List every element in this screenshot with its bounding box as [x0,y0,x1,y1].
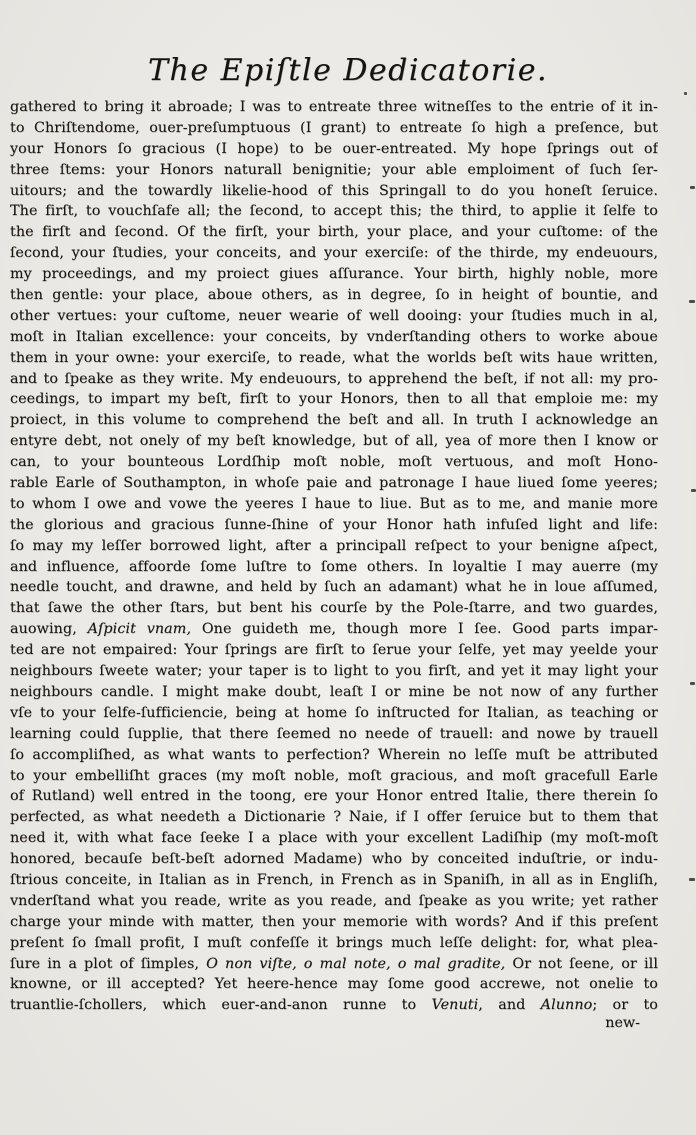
text-line: charge your minde with matter, then your memorie with words? And if this preſent [10,913,658,930]
page-edge-mark [691,489,696,492]
italic-phrase: Venuti [431,997,479,1014]
text-line: ceedings, to impart my beſt, firſt to your Honors, then to all that emploie me: my [10,391,658,408]
text-line: auowing, Aſpicit vnam, One guideth me, though more I ſee. Good parts impar- [10,621,658,638]
text-line: to whom I owe and vowe the yeeres I haue to liue. But as to me, and manie more [10,495,658,512]
text-line: ſtrious conceite, in Italian as in French, in French as in Spaniſh, in all as in Engliſh, [10,871,658,888]
italic-phrase: O non viſte, o mal note, o mal gradite, [206,955,506,972]
text-line: other vertues: your cuſtome, neuer wearie of well dooing: your ſtudies much in al, [10,307,658,324]
text-line: moſt in Italian excellence: your conceits, by vnderſtanding others to worke aboue [10,328,658,345]
text-line: that ſawe the other ſtars, but bent his courſe by the Pole-ſtarre, and two guardes, [10,600,658,617]
text-line: ſo may my leſſer borrowed light, after a principall reſpect to your benigne aſpect, [10,537,658,554]
italic-phrase: Aſpicit vnam, [87,621,192,638]
text-line: and to ſpeake as they write. My endeuours, to apprehend the beſt, if not all: my pro- [10,370,658,387]
page-edge-mark [689,878,695,881]
text-line: them in your owne: your exerciſe, to reade, what the worlds beſt wits haue written, [10,349,658,366]
page-edge-mark [684,92,687,95]
page-edge-mark [689,300,695,303]
text-line: to your embelliſht graces (my moſt noble, moſt gracious, and moſt gracefull Earle [10,767,658,784]
body-text [10,97,658,1016]
page-title: The Epiſtle Dedicatorie. [148,53,548,88]
text-line: my proceedings, and my proiect giues aſſurance. Your birth, highly noble, more [10,266,658,283]
text-line: rable Earle of Southampton, in whoſe paie and patronage I haue liued ſome yeeres; [10,475,658,492]
text-line: neighbours candle. I might make doubt, leaſt I or mine be not now of any further [10,683,658,700]
text-line: ſecond, your ſtudies, your conceits, and your exerciſe: of the thirde, my endeuours, [10,245,658,262]
text-line: gathered to bring it abroade; I was to entreate three witneſſes to the entrie of it in- [10,99,658,115]
text-line: learning could ſupplie, that there ſeemed no neede of trauell: and nowe by trauell [10,725,658,742]
text-line: to Chriſtendome, ouer-preſumptuous (I grant) to entreate ſo high a preſence, but [10,119,658,136]
text-line: perfected, as what needeth a Dictionarie ? Naie, if I offer ſeruice but to them that [10,809,658,826]
text-line: can, to your bounteous Lordſhip moſt noble, moſt vertuous, and moſt Hono- [10,454,658,471]
text-line: vſe to your ſelfe-ſufficiencie, being at home ſo inſtructed for Italian, as teaching or [10,704,658,721]
text-line: vnderſtand what you reade, write as you reade, and ſpeake as you write; yet rather [10,892,658,909]
text-line: uitours; and the towardly likelie-hood of this Springall to do you honeſt ſeruice. [10,182,658,199]
text-line: needle toucht, and drawne, and held by ſuch an adamant) what he in loue aſſumed, [10,579,658,596]
text-line: ſo accompliſhed, as what wants to perfection? Wherein no leſſe muſt be attributed [10,746,658,763]
text-line: neighbours ſweete water; your taper is to light to you firſt, and yet it may light your [10,663,658,680]
text-line: knowne, or ill accepted? Yet heere-hence may ſome good accrewe, not onelie to [10,976,658,993]
text-line: The firſt, to vouchſafe all; the ſecond, to accept this; the third, to applie it ſelfe to [10,203,658,220]
text-line: three ſtems: your Honors naturall benignitie; your able emploiment of ſuch ſer- [10,161,658,178]
text-line: entyre debt, not onely of my beſt knowledge, but of all, yea of more then I know or [10,433,658,450]
text-line: ted are not empaired: Your ſprings are firſt to ſerue your ſelfe, yet may yeelde your [10,642,658,659]
text-line: proiect, in this volume to comprehend the beſt and all. In truth I acknowledge an [10,412,658,429]
text-line: of Rutland) well entred in the toong, ere your Honor entred Italie, there therein ſo [10,788,658,805]
text-line: honored, becauſe beſt-beſt adorned Madame) who by conceited induſtrie, or indu- [10,851,658,868]
text-line: preſent ſo ſmall profit, I muſt confeſſe it brings much leſſe delight: for, what plea- [10,934,658,951]
page-edge-mark [690,682,695,685]
text-line: your Honors ſo gracious (I hope) to be ouer-entreated. My hope ſprings out of [10,140,658,157]
text-line: and influence, affoorde ſome luſtre to ſome others. In loyaltie I may auerre (my [10,558,658,575]
text-line: truantlie-ſchollers, which euer-and-anon runne to Venuti, and Alunno; or to [10,997,658,1014]
text-line: the firſt and ſecond. Of the firſt, your birth, your place, and your cuſtome: of the [10,224,658,241]
page-edge-mark [690,186,695,189]
text-line: then gentle: your place, aboue others, as in degree, ſo in height of bountie, and [10,287,658,304]
text-line: the glorious and gracious ſunne-ſhine of your Honor hath infuſed light and life: [10,516,658,533]
catchword: new- [605,1015,640,1031]
text-line: ſure in a plot of ſimples, O non viſte, o mal note, o mal gradite, Or not ſeene, or ill [10,955,658,972]
text-line: need it, with what face ſeeke I a place with your excellent Ladiſhip (my moſt-moſt [10,830,658,847]
italic-phrase: Alunno [540,997,593,1014]
